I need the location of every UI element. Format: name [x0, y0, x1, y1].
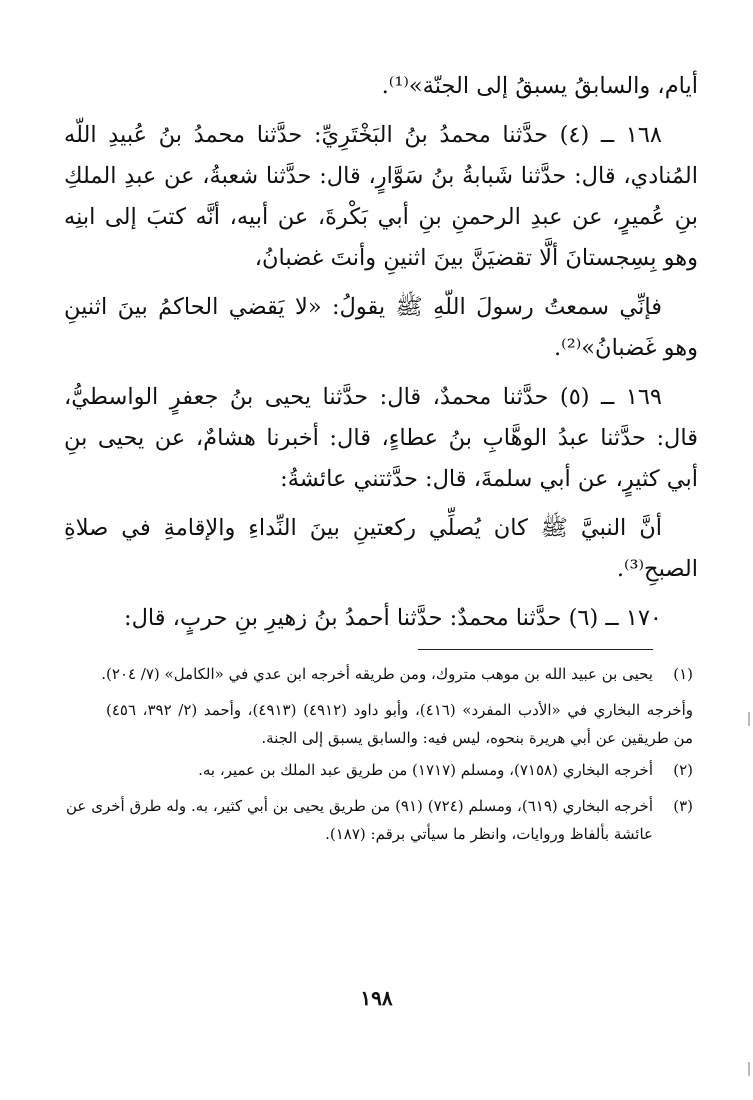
- footnote-3: [66, 792, 693, 852]
- footnote-2: [66, 756, 693, 788]
- footnote-2-text: أخرجه البخاري (٧١٥٨)، ومسلم (١٧١٧) من طريق عبد الملك بن عمير، به.: [198, 761, 653, 779]
- paragraph-1: أيام، والسابقُ يسبقُ إلى الجنّة»⁽¹⁾.: [381, 73, 698, 99]
- paragraph-hadith-169: ١٦٩ ــ (٥) حدَّثنا محمدٌ، قال: حدَّثنا يحيى بنُ جعفرٍ الواسطيُّ، قال: حدَّثنا عبدُ الوهَّابِ بنُ عطاءٍ، قال: أخبرنا هشامٌ، عن يحيى بنِ أبي كثيرٍ، عن أبي سلمةَ، قال: حدَّثتني عائشةُ:: [64, 384, 698, 492]
- scan-edge-mark: [748, 1062, 750, 1076]
- page-number: ١٩٨: [360, 986, 393, 1010]
- scan-edge-mark: [748, 712, 750, 726]
- footnote-3-text: أخرجه البخاري (٦١٩)، ومسلم (٧٢٤) (٩١) من طريق يحيى بن أبي كثير، به. وله طرق أخرى عن عائشة بألفاظ وروايات، وانظر ما سيأتي برقم: (١٨٧).: [66, 797, 653, 843]
- footnote-3-number: (٣): [673, 797, 693, 815]
- footnote-2-body: [66, 756, 653, 788]
- footnotes: [66, 660, 693, 856]
- paragraph-hadith-169-matn: أنَّ النبيَّ ﷺ كان يُصلِّي ركعتينِ بينَ النِّداءِ والإقامةِ في صلاةِ الصبحِ⁽³⁾.: [64, 515, 698, 582]
- footnote-2-number: (٢): [673, 761, 693, 779]
- footnote-1: [66, 660, 693, 692]
- paragraph-hadith-168: ١٦٨ ــ (٤) حدَّثنا محمدُ بنُ البَخْتَرِيِّ: حدَّثنا محمدُ بنُ عُبيدِ اللّه المُنادي، قال: حدَّثنا شَبابةُ بنُ سَوَّارٍ، قال: حدَّثنا شعبةُ، عن عبدِ الملكِ بنِ عُميرٍ، عن عبدِ الرحمنِ بنِ أبي بَكْرةَ، عن أبيه، أنَّه كتبَ إلى ابنِه وهو بِسِجستانَ ألَّا تقضيَنَّ بينَ اثنينِ وأنتَ غضبانُ،: [64, 122, 698, 271]
- footnote-1-number: (١): [673, 665, 693, 683]
- footnote-1-body: [66, 660, 653, 692]
- footnote-divider: [418, 649, 653, 650]
- main-text: [64, 66, 698, 647]
- footnote-1-text-a: يحيى بن عبيد الله بن موهب متروك، ومن طريقه أخرجه ابن عدي في «الكامل» (٧/ ٢٠٤).: [101, 665, 653, 683]
- footnote-3-body: [66, 792, 653, 852]
- footnote-1-text-b: وأخرجه البخاري في «الأدب المفرد» (٤١٦)، وأبو داود (٤٩١٢) (٤٩١٣)، وأحمد (٢/ ٣٩٢، ٤٥٦) من طريقين عن أبي هريرة بنحوه، ليس فيه: والسابق يسبق إلى الجنة.: [106, 701, 693, 747]
- paragraph-hadith-170: ١٧٠ ــ (٦) حدَّثنا محمدٌ: حدَّثنا أحمدُ بنُ زهيرِ بنِ حربٍ، قال:: [123, 605, 662, 631]
- paragraph-hadith-168-matn: فإنِّي سمعتُ رسولَ اللّهِ ﷺ يقولُ: «لا يَقضي الحاكمُ بينَ اثنينِ وهو غَضبانُ»⁽²⁾.: [64, 294, 698, 361]
